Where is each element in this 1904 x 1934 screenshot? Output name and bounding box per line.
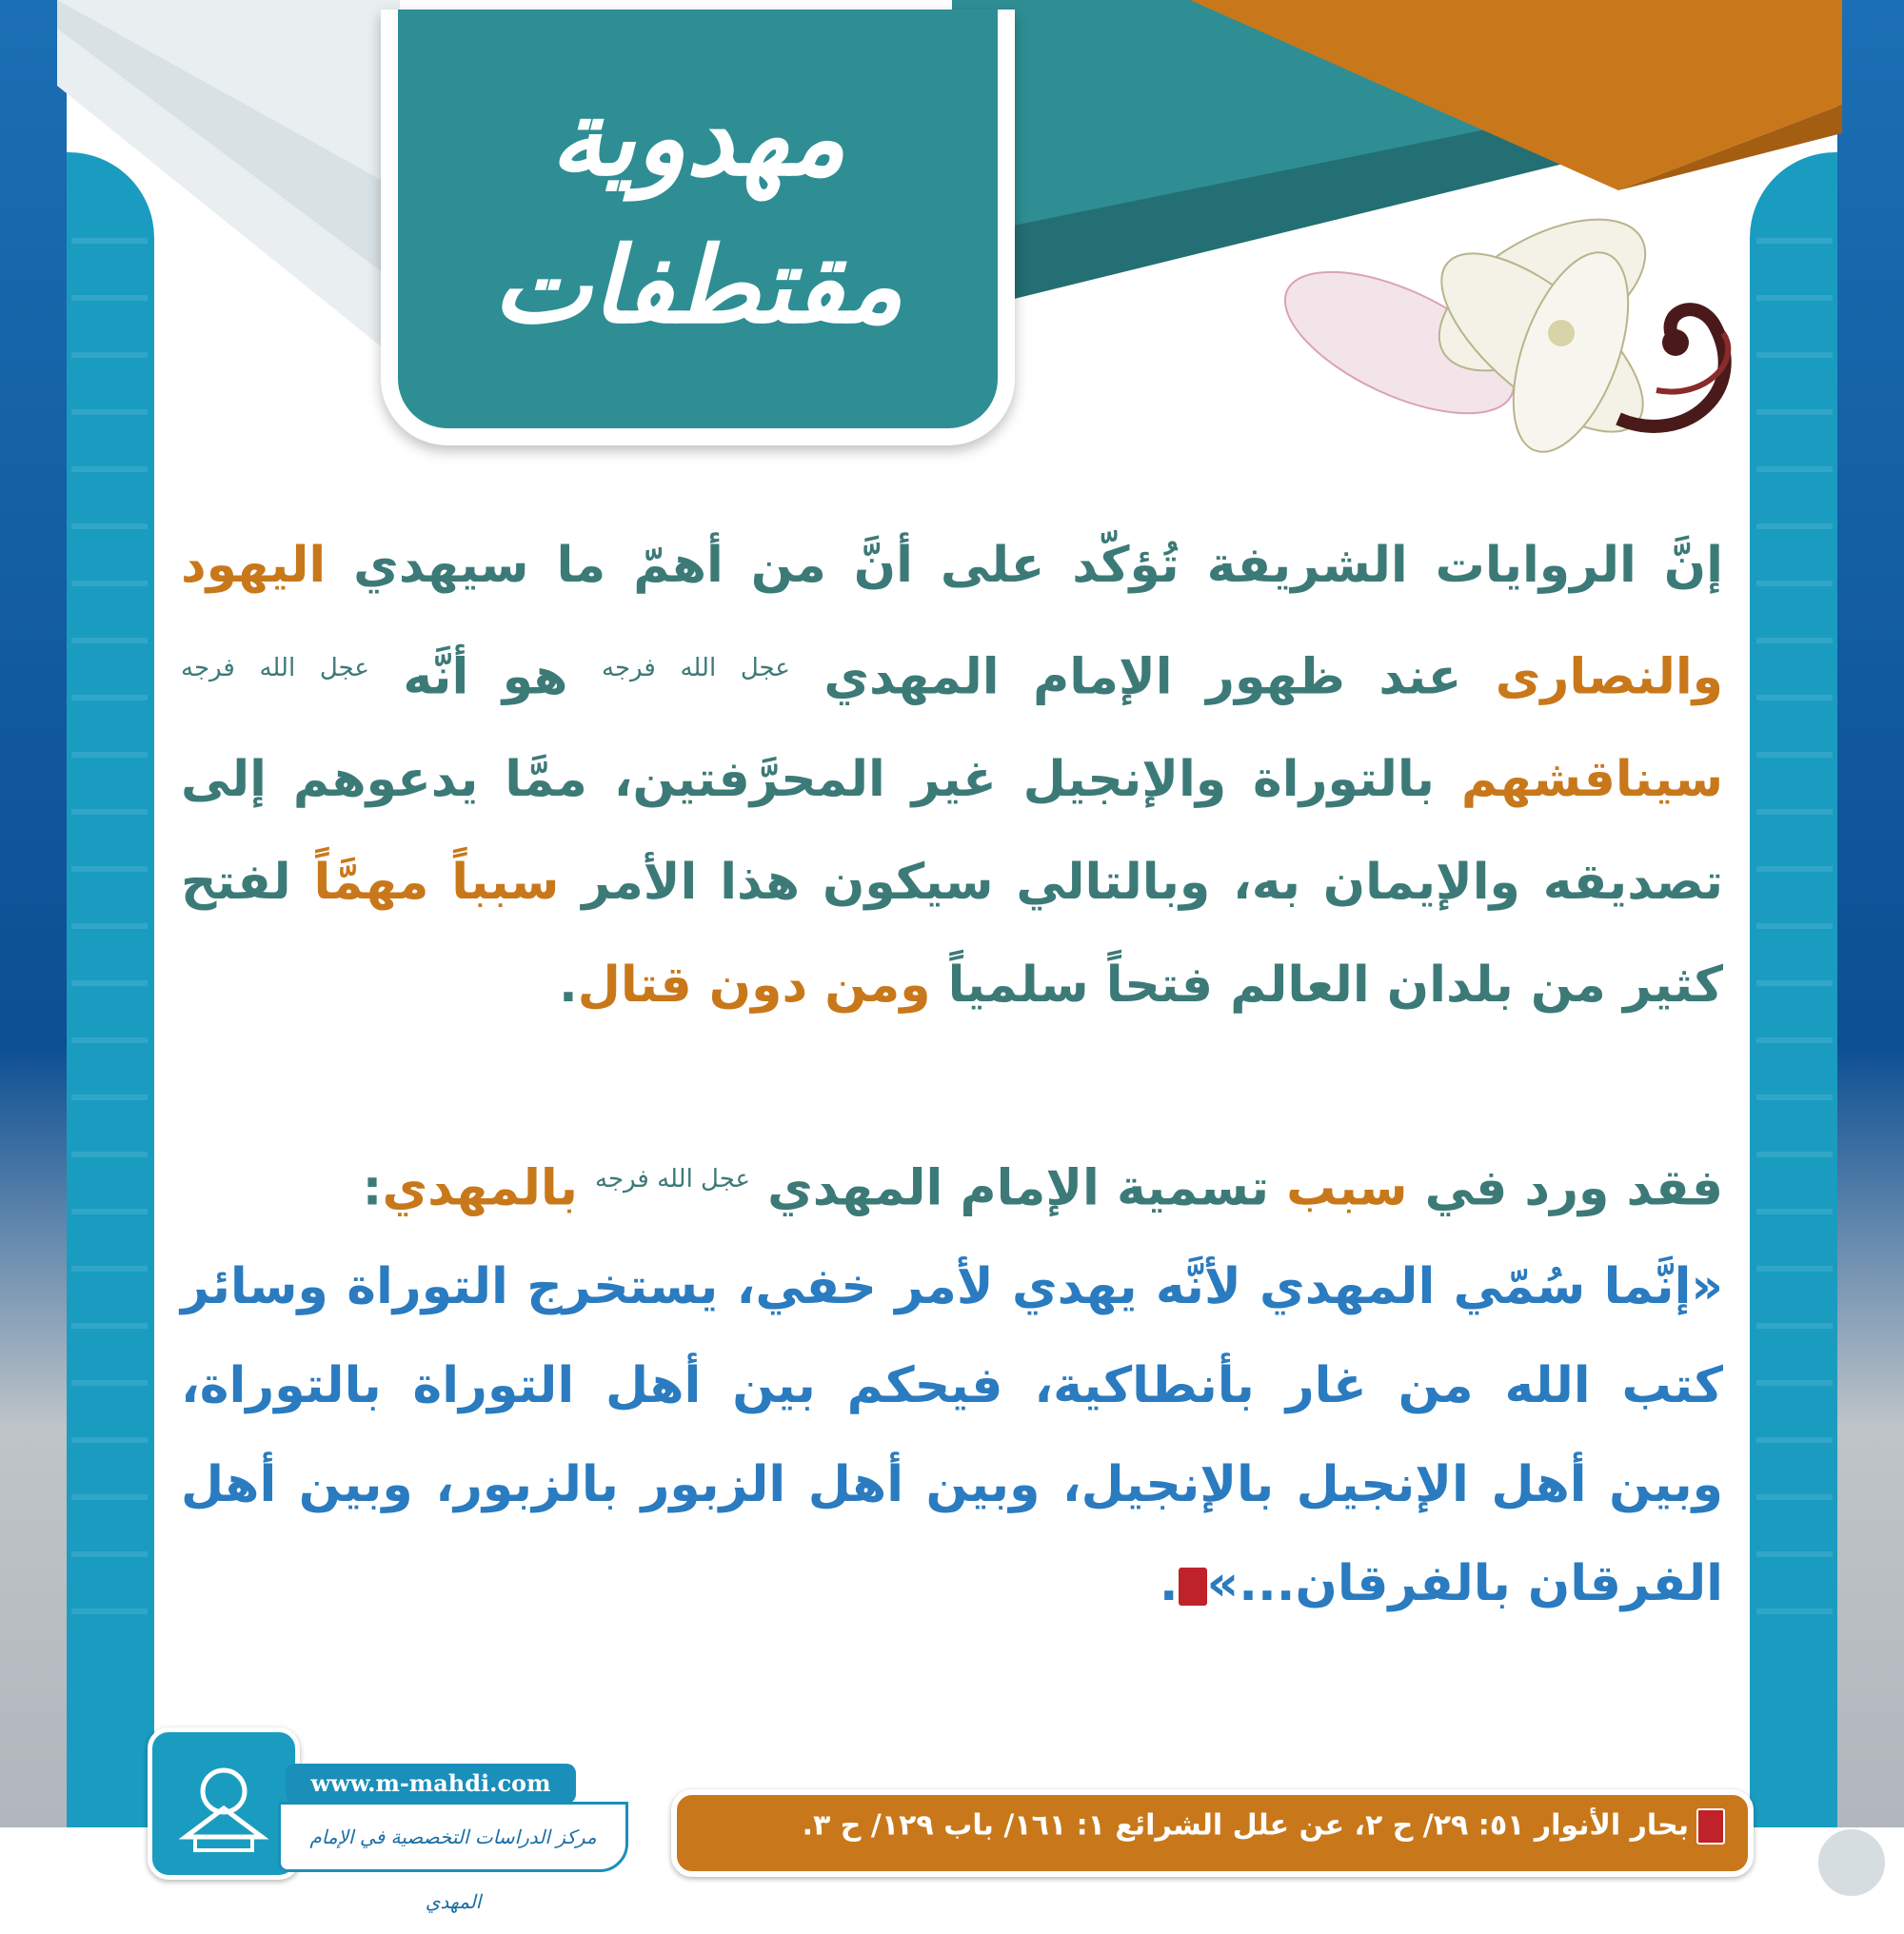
p2-text-a: فقد ورد في: [1407, 1159, 1723, 1217]
logo-title-line2: مقتطفات: [492, 224, 903, 346]
honorific-3: عجل الله فرجه: [595, 1165, 751, 1194]
corner-seal-icon: [1816, 1827, 1887, 1898]
reference-text: بحار الأنوار ٥١: ٢٩/ ح ٢، عن علل الشرائع ١: ١٦١/ باب ١٢٩/ ح ٣.: [802, 1808, 1689, 1843]
p1-highlight-debate: سيناقشهم: [1460, 751, 1723, 809]
p1-highlight-without-fighting: ومن دون قتال: [577, 957, 931, 1015]
honorific-2: عجل الله فرجه: [181, 654, 369, 682]
p1-highlight-important-reason: سبباً مهمَّاً: [313, 854, 560, 912]
p1-text-h: لفتح كثير من بلدان العالم فتحاً سلمياً: [181, 854, 1723, 1015]
left-pattern: [71, 238, 148, 1666]
p1-text-c: عند ظهور الإمام المهدي: [789, 648, 1496, 706]
center-logo-icon: [148, 1727, 300, 1880]
mosque-icon: [152, 1732, 295, 1875]
book-icon: [1179, 1568, 1207, 1606]
paragraph-reason: [181, 1128, 1723, 1239]
quote-end: .: [1159, 1555, 1179, 1612]
reference-book-icon: [1696, 1808, 1725, 1845]
reference-bar: [671, 1789, 1754, 1877]
quote-text: «إنَّما سُمّي المهدي لأنَّه يهدي لأمر خفي، يستخرج التوراة وسائر كتب الله من غار بأنطاكية، فيحكم بين أهل التوراة بالتوراة، وبين أهل الإنجيل بالإنجيل، وبين أهل الزبور بالزبور، وبين أهل الفرقان بالفرقان...»: [181, 1258, 1723, 1612]
paragraph-quote: [181, 1237, 1723, 1633]
p2-highlight-mahdi: بالمهدي: [382, 1159, 596, 1217]
website-url[interactable]: www.m-mahdi.com: [286, 1764, 576, 1804]
paragraph-intro: [181, 514, 1723, 1036]
logo-box: [381, 10, 1015, 445]
p1-text-a: إنَّ الروايات الشريفة تُؤكّد على أنَّ من أهمّ ما سيهدي: [326, 537, 1723, 594]
p2-text-e: :: [362, 1159, 383, 1217]
reference-line: [803, 1808, 1725, 1845]
flower-ornament: [1257, 200, 1790, 476]
organization-name: مركز الدراسات التخصصية في الإمام المهدي: [278, 1802, 628, 1872]
p1-text-d: هو أنَّه: [368, 648, 602, 706]
p2-highlight-reason: سبب: [1286, 1159, 1408, 1217]
p1-highlight-jews-christians: اليهود والنصارى: [181, 537, 1724, 706]
p1-text-j: .: [558, 957, 578, 1015]
logo-title-line1: مهدوية: [549, 76, 846, 199]
p1-text-f: بالتوراة والإنجيل غير المحرَّفتين، ممَّا يدعوهم إلى تصديقه والإيمان به، وبالتالي سيكون هذا الأمر: [181, 751, 1723, 912]
honorific-1: عجل الله فرجه: [602, 654, 790, 682]
p2-text-c: تسمية الإمام المهدي: [750, 1159, 1287, 1217]
